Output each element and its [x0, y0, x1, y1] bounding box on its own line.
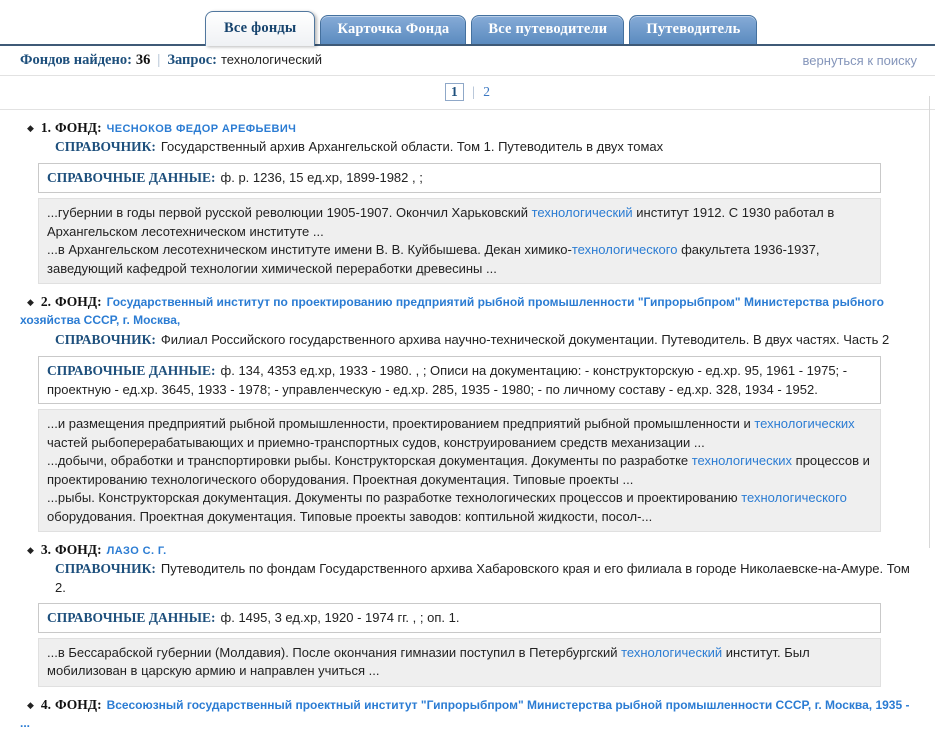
- reference-data-box: [38, 356, 881, 405]
- fund-label: ФОНД:: [55, 696, 102, 712]
- result-entry: [20, 293, 917, 532]
- pagination: [0, 76, 935, 110]
- highlighted-term: технологического: [571, 242, 678, 258]
- excerpt-snippet: ...в Бессарабской губернии (Молдавия). После окончания гимназии поступил в Петербургский технологический институт. Был мобилизован в царскую армию и направлен учиться ...: [47, 644, 810, 679]
- entry-title-line: [20, 696, 917, 732]
- excerpt-box: [38, 409, 881, 532]
- back-to-search-link[interactable]: вернуться к поиску: [802, 53, 917, 68]
- excerpt-snippet: ...и размещения предприятий рыбной промышленности, проектированием предприятий рыбной промышленности и технологических частей рыбоперерабатывающих и приемно-транспортных судов, конструированием средств механизации ...: [47, 416, 855, 450]
- fund-link[interactable]: ЧЕСНОКОВ ФЕДОР АРЕФЬЕВИЧ: [106, 123, 297, 135]
- entry-number: 3.: [40, 542, 52, 558]
- tab-fund-card[interactable]: [320, 15, 466, 44]
- results-list: [0, 110, 935, 732]
- result-entry: [20, 119, 917, 284]
- highlighted-term: технологический: [531, 205, 633, 221]
- guide-value: Филиал Российского государственного архива научно-технической документации. Путеводитель. В двух частях. Часть 2: [160, 331, 890, 347]
- excerpt-box: [38, 198, 881, 284]
- guide-line: [55, 560, 917, 596]
- tab-label: Все фонды: [224, 20, 297, 36]
- highlighted-term: технологических: [691, 453, 793, 469]
- highlighted-term: технологического: [741, 490, 847, 506]
- guide-value: Государственный архив Архангельской области. Том 1. Путеводитель в двух томах: [160, 139, 664, 155]
- guide-line: [55, 331, 917, 349]
- tab-all-funds[interactable]: [205, 11, 315, 46]
- entry-number: 1.: [40, 120, 52, 135]
- fund-link[interactable]: ЛАЗО С. Г.: [106, 545, 167, 558]
- reference-data-label: СПРАВОЧНЫЕ ДАННЫЕ:: [47, 610, 216, 626]
- page-separator: |: [472, 84, 475, 99]
- highlighted-term: технологический: [621, 644, 723, 660]
- fund-label: ФОНД:: [55, 120, 102, 135]
- tab-guide[interactable]: [629, 15, 757, 44]
- diamond-bullet-icon: ◆: [27, 124, 34, 134]
- entry-number: 2.: [40, 294, 52, 310]
- query-label: Запрос:: [167, 52, 217, 68]
- diamond-bullet-icon: ◆: [27, 546, 34, 557]
- diamond-bullet-icon: ◆: [27, 700, 34, 711]
- found-count: 36: [135, 52, 151, 68]
- reference-data-box: [38, 163, 881, 193]
- reference-data-value: ф. 1495, 3 ед.хр, 1920 - 1974 гг. , ; оп. 1.: [220, 610, 460, 626]
- results-header: [0, 46, 935, 76]
- reference-data-label: СПРАВОЧНЫЕ ДАННЫЕ:: [47, 362, 216, 378]
- entry-title-line: [20, 541, 917, 559]
- fund-link[interactable]: Государственный институт по проектированию предприятий рыбной промышленности "Гипрорыбпром" Министерства рыбного хозяйства СССР, г. Москва,: [20, 295, 885, 328]
- guide-line: [55, 138, 917, 156]
- excerpt-snippet: ...добычи, обработки и транспортировки рыбы. Конструкторская документация. Документы по разработке технологических процессов и проектированию технологического оборудования. Проектная документация. Типовые проекты ...: [47, 453, 870, 487]
- header-separator: |: [157, 52, 161, 68]
- entry-title-line: [20, 293, 917, 329]
- fund-label: ФОНД:: [55, 294, 102, 310]
- page-current[interactable]: 1: [445, 83, 464, 101]
- tab-all-guides[interactable]: [471, 15, 624, 44]
- excerpt-snippet: ...губернии в годы первой русской революции 1905-1907. Окончил Харьковский технологический институт 1912. С 1930 работал в Архангельском лесотехническом институте ...: [47, 205, 835, 239]
- tab-label: Карточка Фонда: [337, 21, 450, 37]
- tab-label: Все путеводители: [488, 21, 608, 37]
- guide-label: СПРАВОЧНИК:: [55, 561, 156, 577]
- result-entry: [20, 541, 917, 687]
- entry-number: 4.: [40, 696, 52, 712]
- tab-bar: [0, 0, 935, 46]
- excerpt-snippet: ...рыбы. Конструкторская документация. Документы по разработке технологических процессов и проектированию технологического оборудования. Проектная документация. Типовые проекты заводов: коптильной жидкости, посол-...: [47, 490, 847, 524]
- found-label: Фондов найдено:: [20, 52, 132, 68]
- reference-data-value: ф. р. 1236, 15 ед.хр, 1899-1982 , ;: [220, 170, 423, 186]
- guide-label: СПРАВОЧНИК:: [55, 331, 156, 347]
- entry-title-line: [20, 119, 917, 137]
- tab-baseline: [0, 44, 935, 46]
- diamond-bullet-icon: ◆: [27, 298, 34, 309]
- excerpt-box: [38, 638, 881, 687]
- result-entry: [20, 696, 917, 732]
- fund-label: ФОНД:: [55, 542, 102, 558]
- results-summary: [20, 52, 322, 69]
- reference-data-value: ф. 134, 4353 ед.хр, 1933 - 1980. , ; Описи на документацию: - конструкторскую - ед.хр. 95, 1961 - 1975; - проектную - ед.хр. 3645, 1933 - 1978; - управленческую - ед.хр. 285, 1935 - 1980; - по личному составу - ед.хр. 328, 1934 - 1952.: [47, 362, 848, 397]
- reference-data-box: [38, 603, 881, 633]
- tab-label: Путеводитель: [646, 21, 741, 37]
- reference-data-label: СПРАВОЧНЫЕ ДАННЫЕ:: [47, 170, 216, 186]
- query-value: технологический: [220, 52, 323, 67]
- excerpt-snippet: ...в Архангельском лесотехническом институте имени В. В. Куйбышева. Декан химико-технологического факультета 1936-1937, заведующий кафедрой технологии химической переработки древесины ...: [47, 242, 820, 276]
- page-link-2[interactable]: 2: [483, 84, 490, 99]
- guide-label: СПРАВОЧНИК:: [55, 139, 156, 155]
- guide-value: Путеводитель по фондам Государственного архива Хабаровского края и его филиала в городе Николаевске-на-Амуре. Том 2.: [55, 561, 910, 595]
- highlighted-term: технологических: [754, 416, 855, 432]
- fund-link[interactable]: Всесоюзный государственный проектный институт "Гипрорыбпром" Министерства рыбной промышленности СССР, г. Москва, 1935 - ...: [20, 697, 910, 731]
